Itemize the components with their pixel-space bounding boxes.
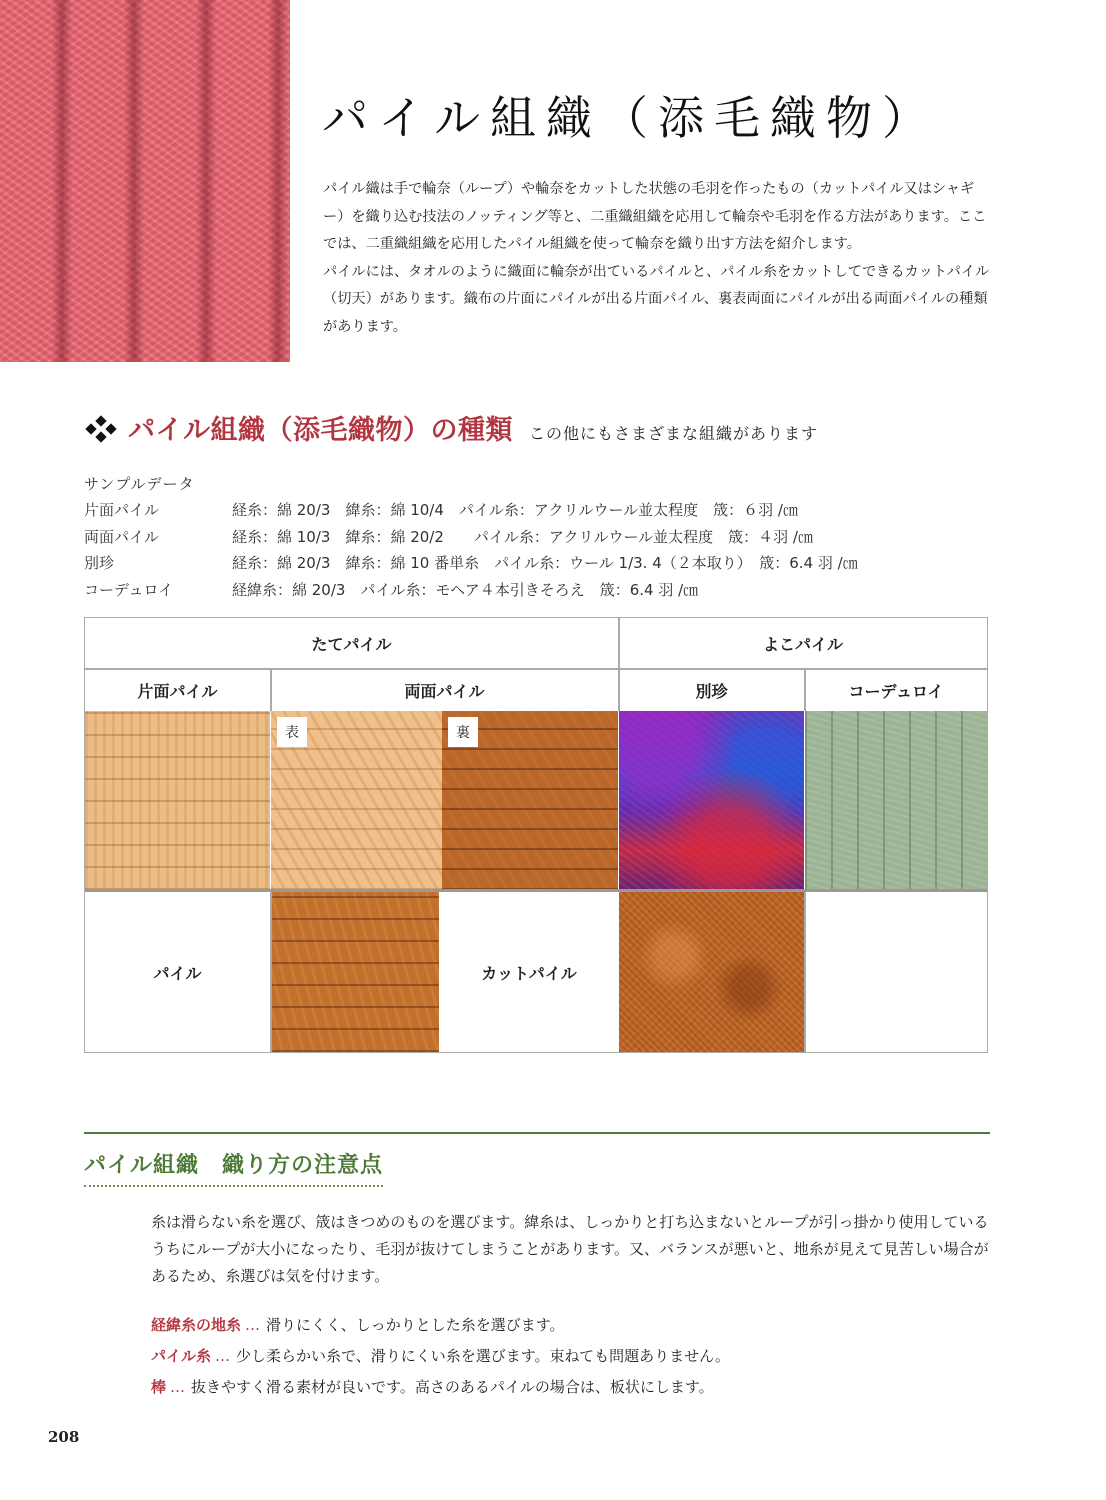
group-header-yoko-pile: よこパイル (762, 635, 843, 654)
row-label-pile: パイル (153, 963, 202, 983)
swatch-ryomen-front (271, 711, 442, 890)
section-title: パイル組織（添毛織物）の種類 (128, 415, 513, 446)
notes-heading: パイル組織 織り方の注意点 (84, 1148, 383, 1187)
sample-row (84, 497, 858, 524)
back-tag: 裏 (448, 717, 478, 747)
table-divider (270, 892, 272, 1052)
note-item (151, 1309, 730, 1340)
swatch-betchin (619, 711, 804, 890)
hero-fabric-photo (0, 0, 290, 362)
sample-spec: 経糸：綿 20/3 緯糸：綿 10 番単糸 パイル糸：ウール 1/3. 4（２本取り） 筬：6.4 羽 /㎝ (232, 554, 858, 573)
section-rule (84, 1132, 990, 1134)
sample-label: 両面パイル (84, 527, 160, 546)
column-header-corduroy: コーデュロイ (848, 681, 944, 701)
ellipsis: … (215, 1346, 231, 1365)
sample-spec: 経糸：綿 10/3 緯糸：綿 20/2 パイル糸：アクリルウール並太程度 筬：４羽 /㎝ (232, 527, 813, 546)
sample-spec: 経緯糸：綿 20/3 パイル糸：モヘア４本引きそろえ 筬：6.4 羽 /㎝ (232, 580, 699, 599)
sample-label: 別珍 (84, 554, 115, 573)
column-header-betchin: 別珍 (695, 681, 728, 701)
table-divider (804, 668, 806, 711)
swatch-loop-pile (271, 892, 439, 1052)
group-header-tate-pile: たてパイル (311, 635, 392, 654)
ellipsis: … (245, 1315, 261, 1334)
sample-data-title: サンプルデータ (84, 474, 195, 493)
note-text: 抜きやすく滑る素材が良いです。高さのあるパイルの場合は、板状にします。 (191, 1378, 714, 1396)
section-heading (84, 408, 818, 447)
swatch-ryomen-back (442, 711, 618, 890)
swatch-corduroy (805, 711, 987, 890)
page-number: 208 (48, 1428, 80, 1446)
sample-label: 片面パイル (84, 501, 160, 520)
note-key: 経緯糸の地糸 (151, 1316, 242, 1334)
notes-list (151, 1309, 730, 1402)
swatch-katamen-pile (85, 711, 270, 890)
intro-paragraph: パイル織は手で輪奈（ループ）や輪奈をカットした状態の毛羽を作ったもの（カットパイル又はシャギー）を織り込む技法のノッティング等と、二重織組織を応用して輪奈や毛羽を作る方法があります。ここでは、二重織組織を応用したパイル組織を使って輪奈を織り出す方法を紹介します。 (323, 181, 987, 253)
note-key: 棒 (151, 1378, 167, 1396)
table-divider (270, 668, 272, 711)
note-item (151, 1340, 730, 1371)
table-divider (804, 892, 806, 1052)
four-diamond-bullet-icon (84, 416, 118, 442)
front-tag: 表 (277, 717, 307, 747)
column-header-katamen: 片面パイル (137, 681, 218, 701)
notes-body: 糸は滑らない糸を選び、筬はきつめのものを選びます。緯糸は、しっかりと打ち込まないとループが引っ掛かり使用しているうちにループが大小になったり、毛羽が抜けてしまうことがあります。又、バランスが悪いと、地糸が見えて見苦しい場合があるため、糸選びは気を付けます。 (151, 1213, 989, 1285)
note-item (151, 1371, 730, 1402)
note-text: 少し柔らかい糸で、滑りにくい糸を選びます。束ねても問題ありません。 (236, 1347, 731, 1365)
sample-spec: 経糸：綿 20/3 緯糸：綿 10/4 パイル糸：アクリルウール並太程度 筬：６羽 /㎝ (232, 501, 798, 520)
row-label-cut-pile: カットパイル (481, 963, 577, 983)
sample-data (84, 470, 858, 603)
section-subtitle: この他にもさまざまな組織があります (529, 424, 819, 443)
swatch-cut-pile (619, 892, 804, 1052)
sample-label: コーデュロイ (84, 580, 174, 599)
intro-paragraph: パイルには、タオルのように織面に輪奈が出ているパイルと、パイル糸をカットしてできるカットパイル（切天）があります。織布の片面にパイルが出る片面パイル、裏表両面にパイルが出る両面パイルの種類があります。 (323, 263, 990, 335)
intro-text (323, 176, 995, 342)
pile-types-table (84, 617, 988, 1053)
column-header-ryomen: 両面パイル (404, 681, 485, 701)
sample-row (84, 576, 858, 603)
sample-row (84, 550, 858, 577)
note-text: 滑りにくく、しっかりとした糸を選びます。 (266, 1316, 565, 1334)
page-title: パイル組織（添毛織物） (322, 91, 938, 145)
note-key: パイル糸 (151, 1347, 212, 1365)
ellipsis: … (170, 1377, 186, 1396)
sample-row (84, 523, 858, 550)
